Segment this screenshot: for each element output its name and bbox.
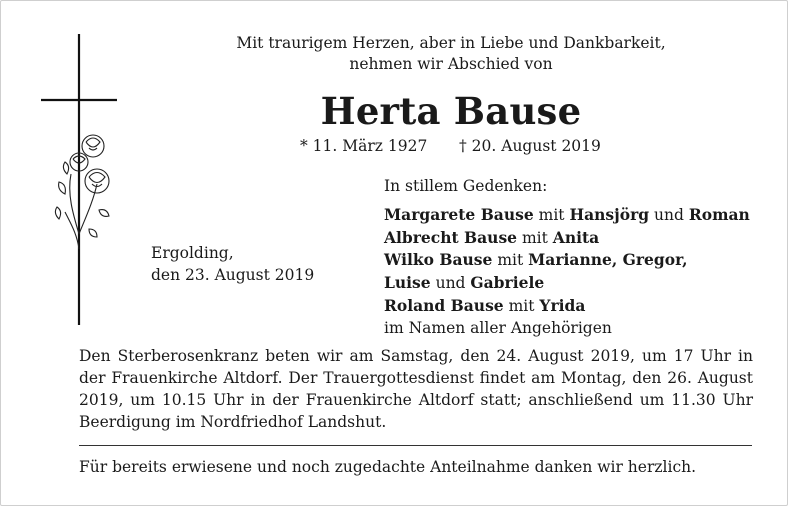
birth-date: * 11. März 1927 bbox=[300, 137, 428, 155]
mourners-heading: In stillem Gedenken: bbox=[384, 177, 548, 195]
death-date: † 20. August 2019 bbox=[459, 137, 601, 155]
place-and-date bbox=[151, 242, 314, 286]
mourner-line: Wilko Bause mit Marianne, Gregor, bbox=[384, 250, 688, 270]
intro-line-2: nehmen wir Abschied von bbox=[349, 55, 553, 73]
service-details: Den Sterberosenkranz beten wir am Samstag, den 24. August 2019, um 17 Uhr in der Frauenkirche Altdorf. Der Trauergottesdienst findet am Montag, den 26. August 2019, um 10.15 Uhr in der Frauenkirche Altdorf statt; anschließend um 11.30 Uhr Beerdigung im Nordfriedhof Landshut. bbox=[79, 347, 753, 431]
mourner-line: Luise und Gabriele bbox=[384, 273, 545, 293]
mourners-closing: im Namen aller Angehörigen bbox=[384, 318, 612, 337]
intro-line-1: Mit traurigem Herzen, aber in Liebe und Dankbarkeit, bbox=[236, 34, 666, 52]
cross-with-roses-icon bbox=[37, 34, 127, 334]
date-line: den 23. August 2019 bbox=[151, 266, 315, 284]
mourner-line: Roland Bause mit Yrida bbox=[384, 295, 586, 315]
mourners-list bbox=[384, 176, 750, 340]
deceased-name: Herta Bause bbox=[320, 89, 582, 133]
mourner-line: Albrecht Bause mit Anita bbox=[384, 227, 600, 247]
divider bbox=[79, 445, 752, 446]
thanks-line: Für bereits erwiesene und noch zugedachte Anteilnahme danken wir herzlich. bbox=[79, 458, 697, 476]
place-line: Ergolding, bbox=[151, 244, 234, 262]
mourner-line: Margarete Bause mit Hansjörg und Roman bbox=[384, 204, 750, 224]
